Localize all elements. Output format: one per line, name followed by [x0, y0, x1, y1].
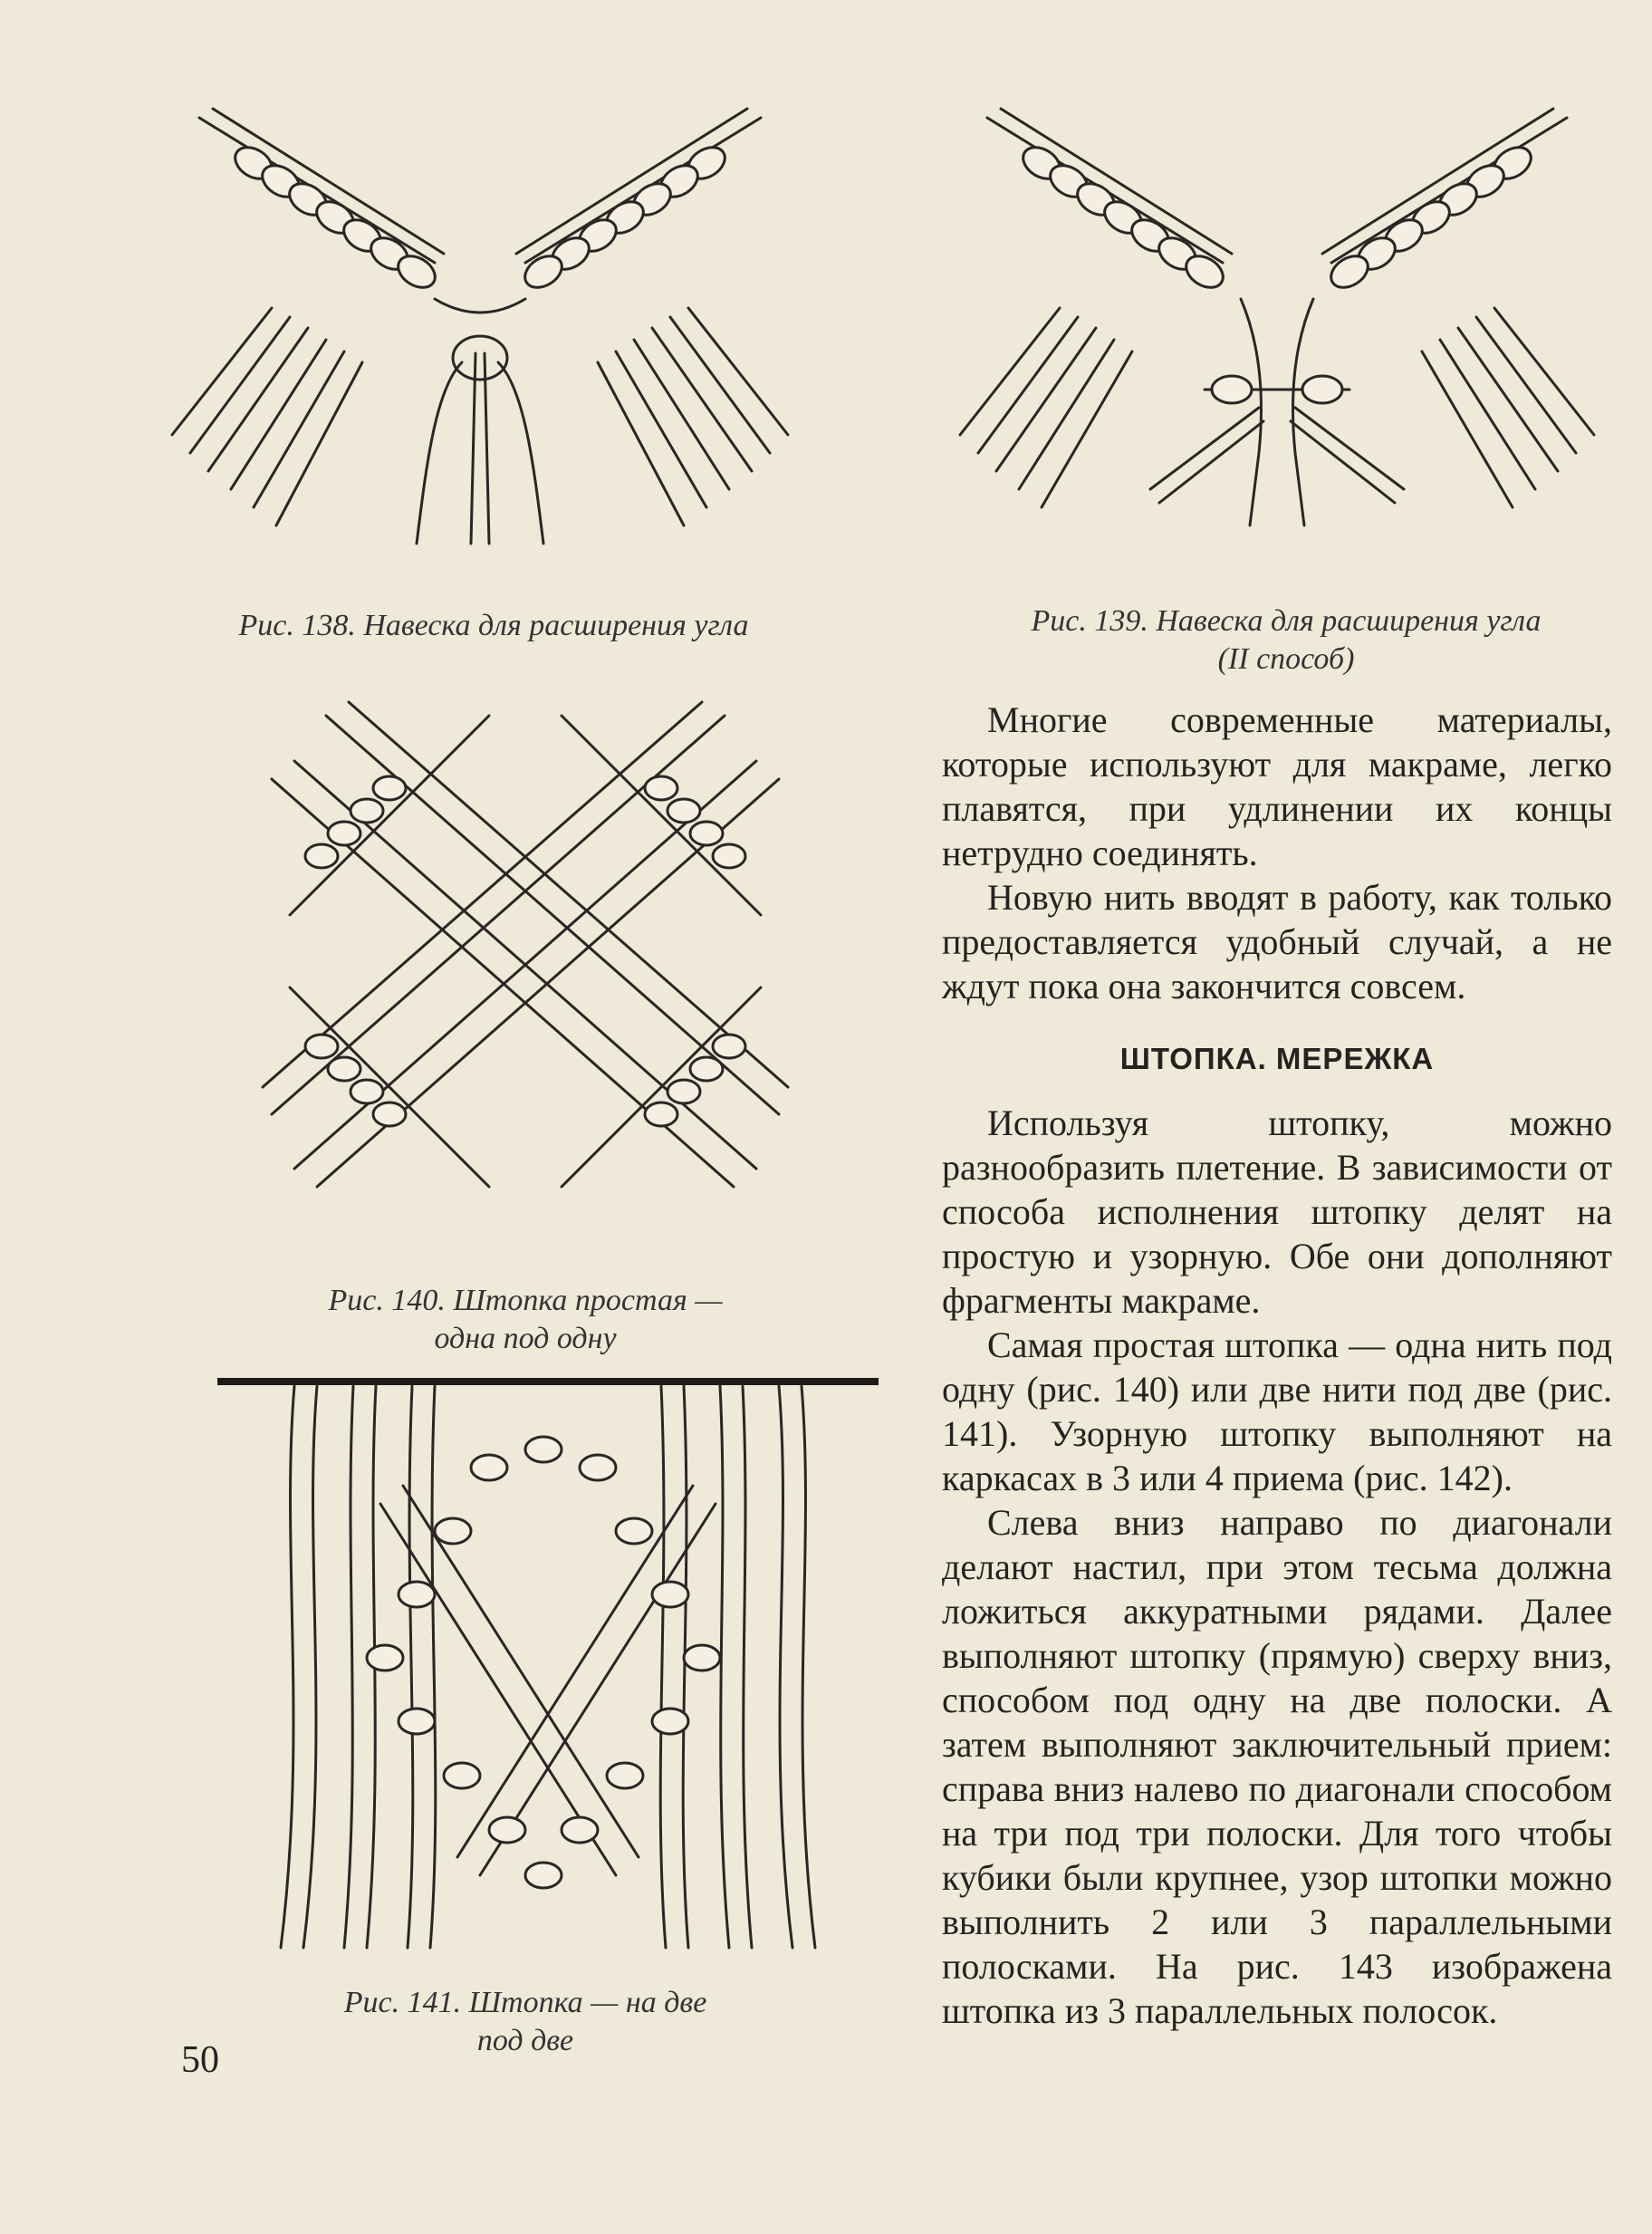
- paragraph-3: Используя штопку, можно разнообразить плетение. В зависимости от способа исполнения штопку делят на простую и узорную. Обе они дополняют фрагменты макраме.: [942, 1103, 1612, 1321]
- paragraph-4: Самая простая штопка — одна нить под одну (рис. 140) или две нити под две (рис. 141). Узорную штопку выполняют на каркасах в 3 или 4 приема (рис. 142).: [942, 1324, 1612, 1498]
- section-heading: ШТОПКА. МЕРЕЖКА: [1119, 1042, 1435, 1075]
- paragraph-2: Новую нить вводят в работу, как только предоставляется удобный случай, а не ждут пока она закончится совсем.: [942, 877, 1612, 1006]
- figure-141-caption-line1: Рис. 141. Штопка — на две: [343, 1986, 707, 2019]
- figure-141-illustration: [217, 1368, 879, 1966]
- figure-141-caption: [272, 1984, 779, 2060]
- figure-139-caption-line2: (II способ): [1217, 642, 1355, 676]
- figure-140-caption-line2: одна под одну: [434, 1322, 617, 1355]
- figure-140-caption: [254, 1282, 797, 1358]
- figure-140-caption-line1: Рис. 140. Штопка простая —: [328, 1284, 723, 1317]
- figure-141-caption-line2: под две: [476, 2024, 574, 2057]
- figure-138-caption: [163, 607, 824, 645]
- paragraph-1: Многие современные материалы, которые используют для макраме, легко плавятся, при удлинении их концы нетрудно соединять.: [942, 699, 1612, 873]
- text-block-top: [942, 698, 1612, 1008]
- page-number: 50: [181, 2039, 219, 2081]
- figure-140-illustration: [254, 698, 797, 1205]
- paragraph-5: Слева вниз направо по диагонали делают настил, при этом тесьма должна ложиться аккуратными рядами. Далее выполняют штопку (прямую) сверху вниз, способом под одну на две полоски. А затем выполняют заключительный прием: справа вниз налево по диагонали способом на три под три полоски. Для того чтобы кубики были крупнее, узор штопки можно выполнить 2 или 3 параллельными полосками. На рис. 143 изображена штопка из 3 параллельных полосок.: [942, 1502, 1612, 2031]
- figure-139-caption-line1: Рис. 139. Навеска для расширения угла: [1031, 604, 1542, 638]
- figure-139-illustration: [951, 91, 1603, 544]
- figure-138-illustration: [163, 91, 797, 553]
- figure-139-caption: [960, 602, 1612, 679]
- text-block-bottom: [942, 1101, 1612, 2033]
- figure-138-caption-text: Рис. 138. Навеска для расширения угла: [238, 609, 749, 642]
